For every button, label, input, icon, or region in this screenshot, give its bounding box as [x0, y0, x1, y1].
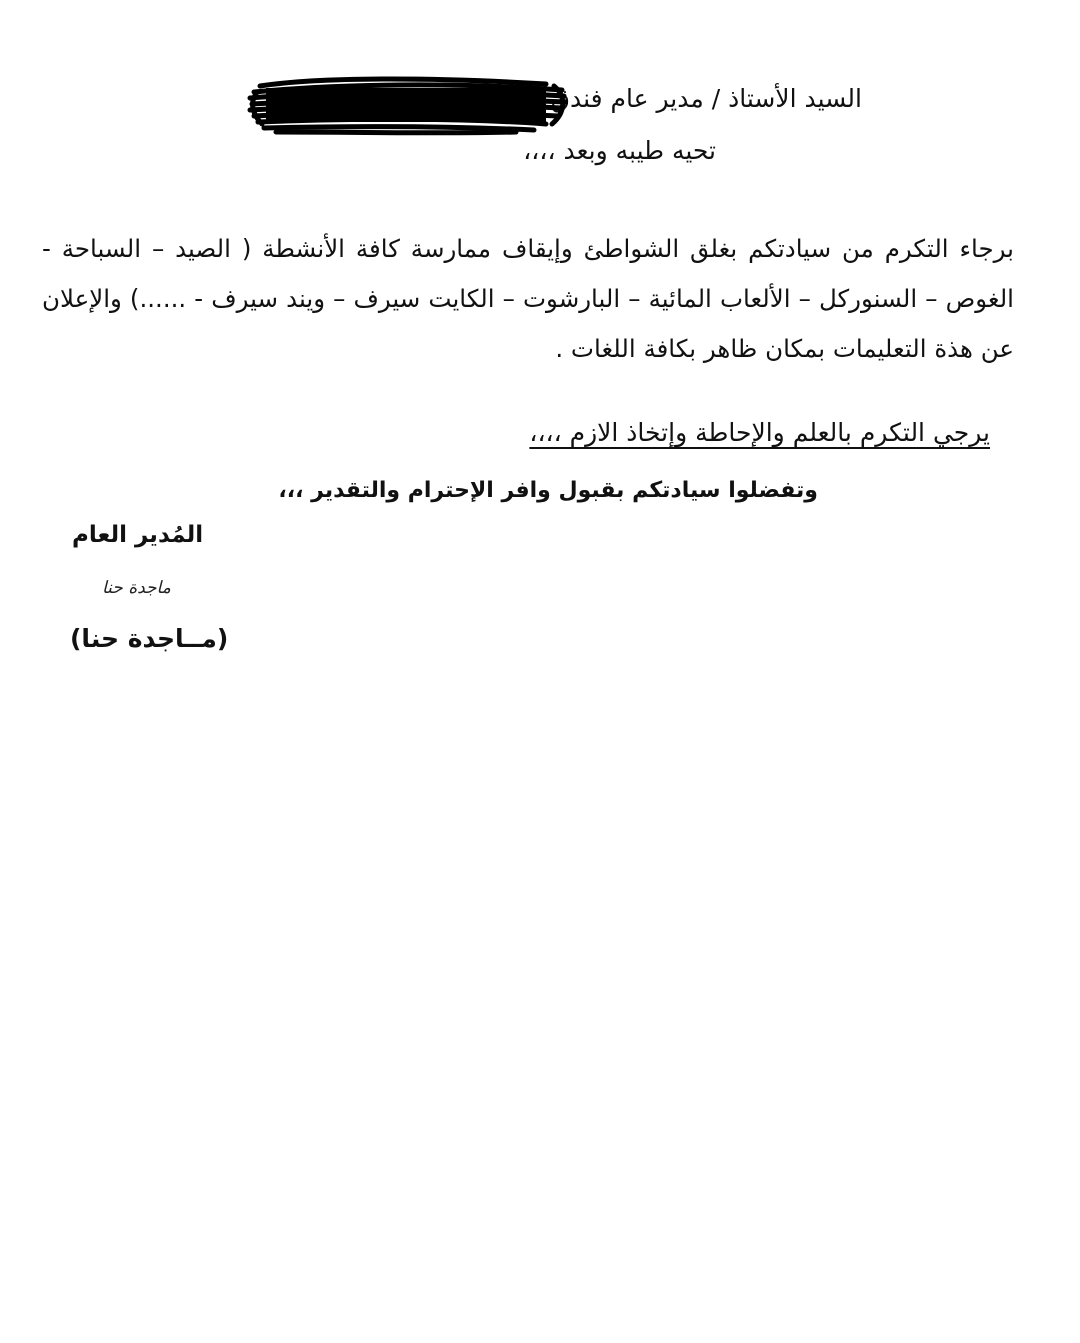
- handwritten-signature: ماجدة حنا: [102, 578, 171, 598]
- signatory-name: (مــاجدة حنا): [70, 624, 229, 653]
- greeting-line: تحيه طيبه وبعد ،،،،: [523, 136, 716, 165]
- body-paragraph: برجاء التكرم من سيادتكم بغلق الشواطئ وإيقاف ممارسة كافة الأنشطة ( الصيد – السباحة - الغوص – السنوركل – الألعاب المائية – البارشوت – الكايت سيرف – ويند سيرف - ......) والإعلان عن هذة التعليمات بمكان ظاهر بكافة اللغات .: [42, 234, 1014, 363]
- redaction-scribble: [246, 72, 568, 138]
- addressee-line: السيد الأستاذ / مدير عام فندق: [550, 84, 862, 113]
- request-line: يرجي التكرم بالعلم والإحاطة وإتخاذ الازم ،،،،: [529, 418, 990, 447]
- closing-line: وتفضلوا سيادتكم بقبول وافر الإحترام والتقدير ،،،: [278, 478, 818, 503]
- signatory-title: المُدير العام: [72, 522, 204, 548]
